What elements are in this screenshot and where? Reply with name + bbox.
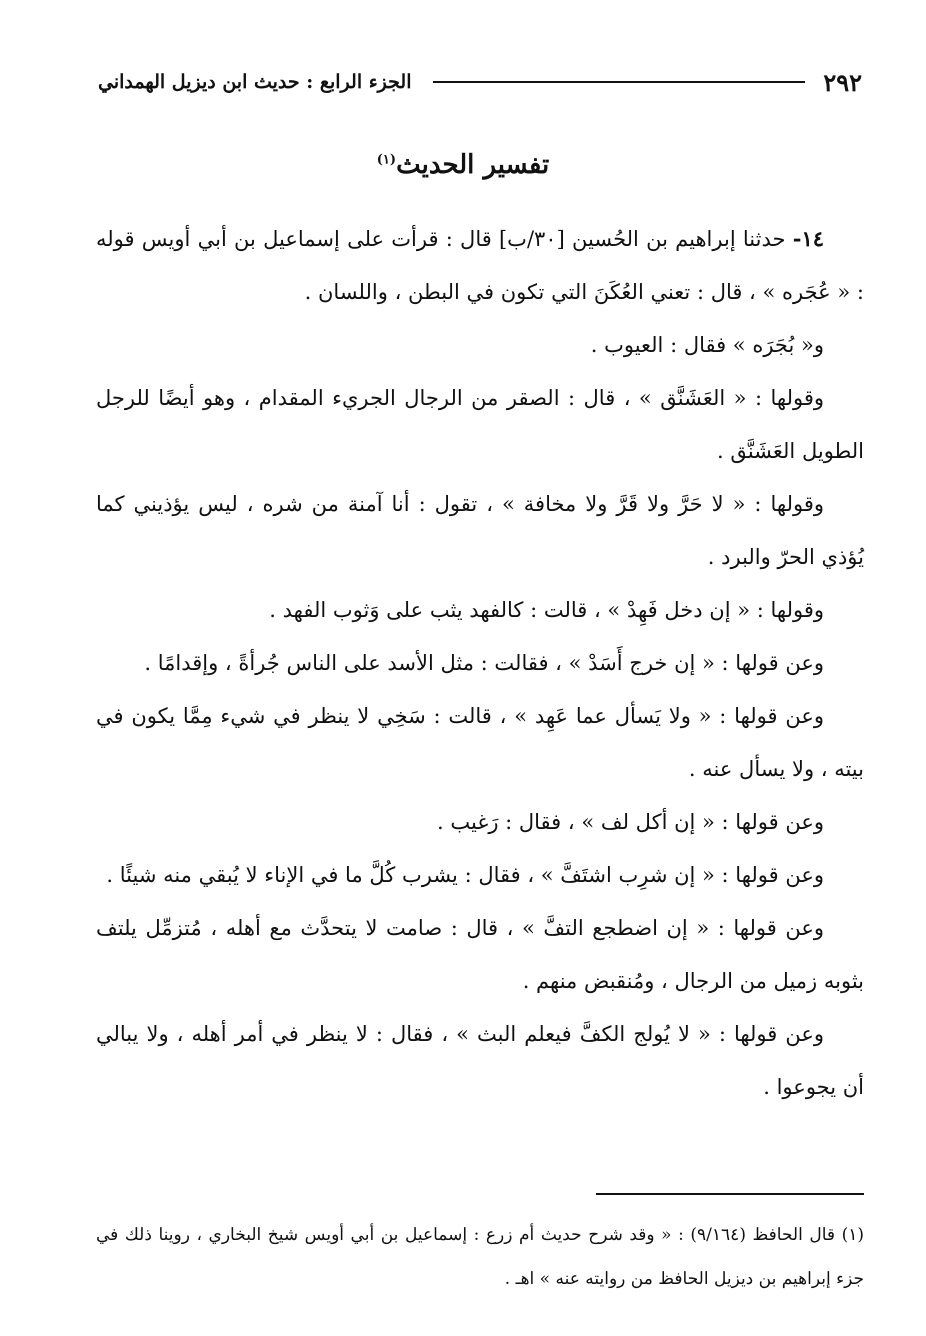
paragraph: وعن قولها : « ولا يَسأل عما عَهِد » ، قالت : سَخِي لا ينظر في شيء مِمَّا يكون في بيته ، ولا يسأل عنه .	[96, 704, 864, 781]
paragraph: وعن قولها : « لا يُولج الكفَّ فيعلم البث » ، فقال : لا ينظر في أمر أهله ، ولا يبالي أن يجوعوا .	[96, 1022, 864, 1099]
paragraph: وعن قولها : « إن خرج أَسَدْ » ، فقالت : مثل الأسد على الناس جُرأةً ، وإقدامًا .	[144, 651, 824, 675]
footnote-marker: (١)	[376, 152, 397, 168]
section-title	[0, 150, 926, 180]
paragraph: وقولها : « إن دخل فَهِدْ » ، قالت : كالفهد يثب على وَثوب الفهد .	[269, 598, 824, 622]
footnote: (١) قال الحافظ (٩/١٦٤) : « وقد شرح حديث أم زرع : إسماعيل بن أبي أويس شيخ البخاري ، روينا ذلك في جزء إبراهيم بن ديزيل الحافظ من روايته عنه » اهـ .	[96, 1225, 864, 1289]
paragraph: وعن قولها : « إن أكل لف » ، فقال : رَغيب .	[437, 810, 824, 834]
paragraph: و« بُجَرَه » فقال : العيوب .	[590, 333, 824, 357]
section-title-text: تفسير الحديث	[396, 150, 550, 180]
page-header	[98, 62, 862, 102]
paragraph: ١٤- حدثنا إبراهيم بن الحُسين [٣٠/ب] قال : قرأت على إسماعيل بن أبي أويس قوله : « عُجَره » ، قال : تعني العُكَنَ التي تكون في البطن ، واللسان .	[96, 226, 864, 304]
footnotes	[96, 1213, 864, 1301]
paragraph: وقولها : « العَشَنَّق » ، قال : الصقر من الرجال الجريء المقدام ، وهو أيضًا للرجل الطويل العَشَنَّق .	[96, 386, 864, 463]
page-number: ٢٩٢	[823, 67, 862, 97]
header-rule	[433, 81, 805, 83]
footnote-rule	[596, 1193, 864, 1195]
hadith-number: ١٤-	[792, 226, 824, 251]
paragraph: وعن قولها : « إن اضطجع التفَّ » ، قال : صامت لا يتحدَّث مع أهله ، مُتزمِّل يلتف بثوبه زميل من الرجال ، ومُنقبض منهم .	[96, 916, 864, 993]
paragraph: وعن قولها : « إن شرِب اشتَفَّ » ، فقال : يشرب كُلَّ ما في الإناء لا يُبقي منه شيئًا .	[106, 863, 824, 887]
running-title: الجزء الرابع : حديث ابن ديزيل الهمداني	[98, 71, 412, 93]
body-text	[96, 212, 864, 1114]
paragraph: وقولها : « لا حَرَّ ولا قَرَّ ولا مخافة » ، تقول : أنا آمنة من شره ، ليس يؤذيني كما يُؤذي الحرّ والبرد .	[96, 492, 864, 569]
